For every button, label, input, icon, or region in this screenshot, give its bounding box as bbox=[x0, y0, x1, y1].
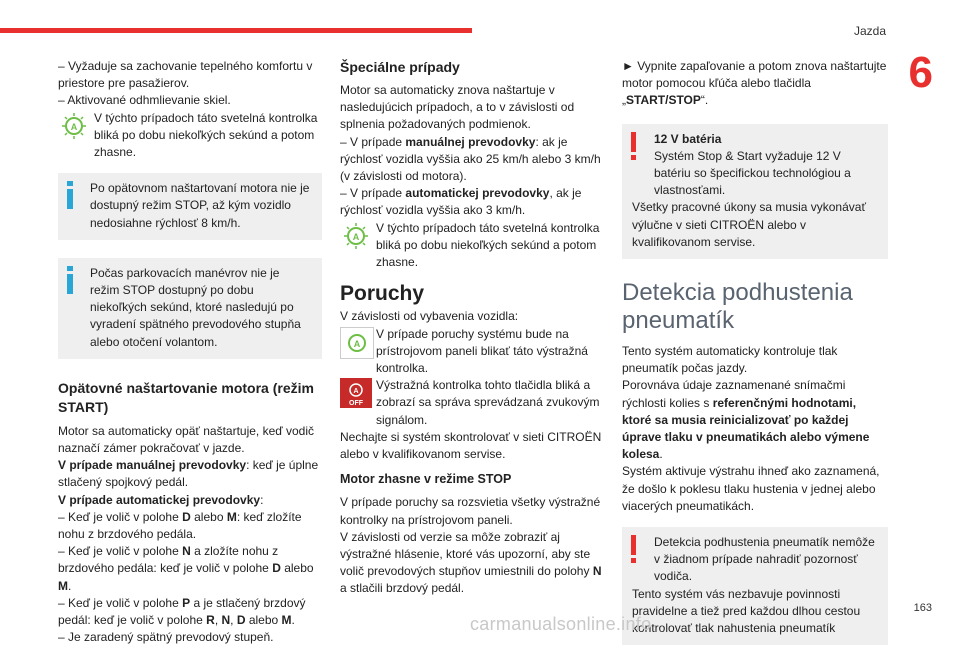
svg-text:A: A bbox=[352, 231, 360, 242]
lamp-text: V prípade poruchy systému bude na prístrojovom paneli blikať táto výstražná kontrolka. bbox=[376, 326, 588, 376]
warning-text: Detekcia podhustenia pneumatík nemôže v žiadnom prípade nahradiť pozornosť vodiča. bbox=[654, 535, 875, 584]
info-text: Po opätovnom naštartovaní motora nie je dostupný režim STOP, až kým vozidlo nedosiahne rýchlosť 8 km/h. bbox=[90, 181, 310, 230]
info-box bbox=[58, 258, 322, 359]
column-left bbox=[58, 58, 322, 646]
paragraph: Nechajte si systém skontrolovať v sieti CITROËN alebo v kvalifikovanom servise. bbox=[340, 429, 602, 462]
warning-title: 12 V batéria bbox=[654, 131, 722, 146]
info-box bbox=[58, 173, 322, 240]
warning-box bbox=[622, 124, 888, 259]
section-heading: Detekcia podhustenia pneumatík bbox=[622, 279, 853, 335]
list-item: – Je zaradený spätný prevodový stupeň. bbox=[58, 630, 274, 645]
off-label: OFF bbox=[349, 400, 363, 408]
svg-text:A: A bbox=[353, 388, 359, 396]
lamp-note bbox=[340, 326, 606, 378]
stop-start-off-button-icon bbox=[340, 378, 372, 408]
section-heading: Poruchy bbox=[340, 282, 425, 306]
stop-start-fault-icon bbox=[340, 327, 374, 359]
watermark-text: carmanualsonline.info bbox=[470, 614, 652, 634]
paragraph: – V prípade manuálnej prevodovky: ak je rýchlosť vozidla vyššia ako 25 km/h alebo 3 km/h (v závislosti od motora). bbox=[340, 134, 601, 184]
svg-text:A: A bbox=[70, 121, 78, 132]
info-icon bbox=[66, 181, 75, 209]
chapter-number: 6 bbox=[908, 48, 933, 97]
section-heading: Špeciálne prípady bbox=[340, 59, 460, 75]
paragraph: Motor sa automaticky znova naštartuje v nasledujúcich prípadoch, a to v závislosti od splnenia požadovaných podmienok. bbox=[340, 83, 575, 132]
lamp-note bbox=[340, 220, 606, 272]
stop-start-green-icon bbox=[340, 221, 372, 251]
warning-text: Tento systém vás nezbavuje povinnosti pravidelne a tiež pred každou dlhou cestou kontrolovať tlak nahustenia pneumatík bbox=[632, 586, 861, 636]
info-icon bbox=[66, 266, 75, 294]
warning-icon bbox=[630, 535, 639, 563]
paragraph: – Vyžaduje sa zachovanie tepelného komfortu v priestore pre pasažierov. bbox=[58, 59, 313, 91]
info-text: Počas parkovacích manévrov nie je režim STOP dostupný po dobu niekoľkých sekúnd, ktoré nasledujú po vyradení spätného prevodového stupňa alebo otočení volantom. bbox=[90, 265, 301, 349]
section-heading: Motor zhasne v režime STOP bbox=[340, 472, 512, 487]
paragraph: V prípade automatickej prevodovky: bbox=[58, 492, 264, 507]
svg-text:A: A bbox=[353, 338, 361, 349]
list-item: – Keď je volič v polohe D alebo M: keď zložíte nohu z brzdového pedála. bbox=[58, 509, 302, 542]
paragraph: Porovnáva údaje zaznamenané snímačmi rýchlosti kolies s referenčnými hodnotami, ktoré sa musia reinicializovať po každej úprave tlaku v pneumatikách alebo výmene kolesa. bbox=[622, 378, 870, 462]
warning-text: Systém Stop & Start vyžaduje 12 V batériu so špecifickou technológiou a vlastnosťami. bbox=[654, 148, 851, 198]
warning-icon bbox=[630, 132, 639, 160]
lamp-note bbox=[340, 377, 606, 429]
stop-start-green-icon bbox=[58, 111, 90, 141]
page-number: 163 bbox=[913, 602, 932, 614]
paragraph: Systém aktivuje výstrahu ihneď ako zaznamená, že došlo k poklesu tlaku hustenia v jednej alebo viacerých pneumatikách. bbox=[622, 464, 880, 513]
header-red-bar bbox=[0, 28, 472, 33]
paragraph: V prípade manuálnej prevodovky: keď je úplne stlačený spojkový pedál. bbox=[58, 458, 319, 490]
paragraph: ► Vypnite zapaľovanie a potom znova naštartujte motor pomocou kľúča alebo tlačidla „START/STOP“. bbox=[622, 59, 887, 108]
lamp-text: V týchto prípadoch táto svetelná kontrolka bliká po dobu niekoľkých sekúnd a potom zhasne. bbox=[94, 110, 318, 160]
column-right bbox=[622, 58, 888, 645]
paragraph: V závislosti od verzie sa môže zobraziť aj výstražné hlásenie, ktoré vás upozorní, aby ste volič prevodových stupňov umiestnili do polohy N a stlačili brzdový pedál. bbox=[340, 529, 602, 596]
warning-text: Všetky pracovné úkony sa musia vykonávať výlučne v sieti CITROËN alebo v kvalifikovanom servise. bbox=[632, 200, 866, 249]
lamp-text: Výstražná kontrolka tohto tlačidla bliká a zobrazí sa správa sprevádzaná zvukovým signálom. bbox=[376, 378, 600, 427]
paragraph: V závislosti od vybavenia vozidla: bbox=[340, 309, 519, 324]
lamp-note bbox=[58, 110, 322, 162]
section-title: Jazda bbox=[853, 24, 886, 38]
paragraph: Tento systém automaticky kontroluje tlak pneumatík počas jazdy. bbox=[622, 344, 838, 376]
paragraph: – V prípade automatickej prevodovky, ak je rýchlosť vozidla vyššia ako 3 km/h. bbox=[340, 186, 582, 218]
list-item: – Keď je volič v polohe N a zložíte nohu z brzdového pedála: keď je volič v polohe D alebo M. bbox=[58, 544, 314, 593]
warning-box bbox=[622, 527, 888, 645]
list-item: – Keď je volič v polohe P a je stlačený brzdový pedál: keď je volič v polohe R, N, D alebo M. bbox=[58, 595, 306, 628]
section-heading: Opätovné naštartovanie motora (režim START) bbox=[58, 379, 314, 415]
paragraph: V prípade poruchy sa rozsvietia všetky výstražné kontrolky na prístrojovom paneli. bbox=[340, 495, 601, 527]
column-middle bbox=[340, 58, 606, 598]
lamp-text: V týchto prípadoch táto svetelná kontrolka bliká po dobu niekoľkých sekúnd a potom zhasne. bbox=[376, 220, 600, 270]
paragraph: – Aktivované odhmlievanie skiel. bbox=[58, 93, 231, 108]
paragraph: Motor sa automaticky opäť naštartuje, keď vodič naznačí zámer pokračovať v jazde. bbox=[58, 423, 314, 456]
